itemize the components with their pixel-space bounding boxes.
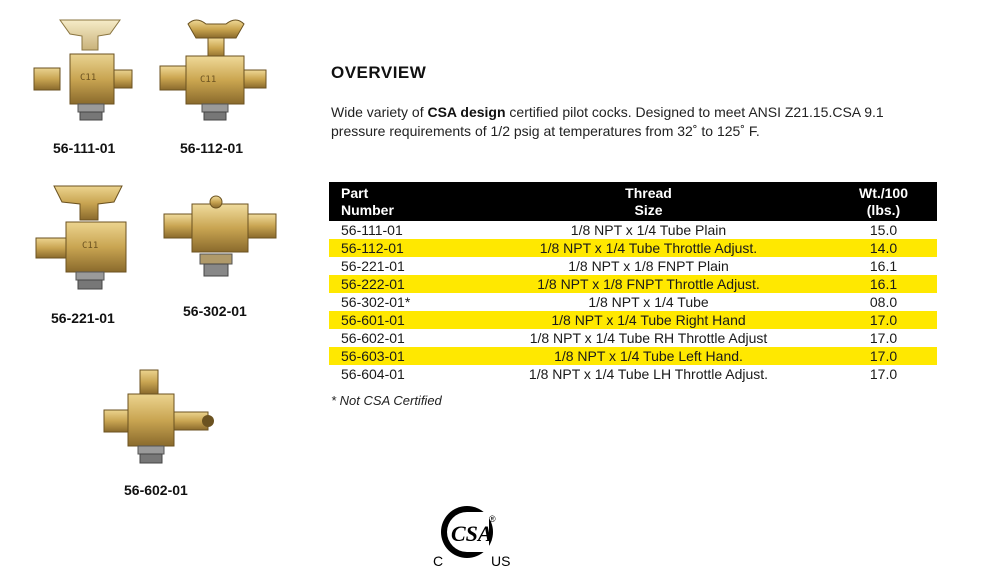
thread-size-cell: 1/8 NPT x 1/4 Tube LH Throttle Adjust. bbox=[528, 365, 769, 382]
product-56-112-01 bbox=[156, 14, 276, 126]
csa-logo-c: C bbox=[433, 553, 444, 569]
pilot-cock-angle-icon bbox=[100, 368, 220, 468]
table-row bbox=[329, 257, 937, 275]
part-number-cell: 56-601-01 bbox=[329, 311, 467, 329]
description-text: certified pilot cocks. Designed to meet ANSI Z21.15.CSA 9.1 pressure requirements of 1/2 psig at temperatures from 32˚ to 125˚ F. bbox=[331, 104, 884, 139]
product-label: 56-221-01 bbox=[51, 310, 115, 326]
spec-table bbox=[329, 182, 937, 383]
pilot-cock-tee-handle-icon bbox=[28, 14, 148, 126]
thread-size-cell: 1/8 NPT x 1/4 Tube bbox=[588, 293, 709, 310]
csa-logo-us: US bbox=[491, 553, 511, 569]
thread-size-cell: 1/8 NPT x 1/8 FNPT Plain bbox=[568, 257, 729, 274]
weight-cell: 15.0 bbox=[869, 221, 898, 238]
part-number-cell: 56-222-01 bbox=[329, 275, 467, 293]
product-56-221-01 bbox=[30, 180, 140, 300]
part-number-cell: 56-602-01 bbox=[341, 329, 405, 346]
thread-size-cell: 1/8 NPT x 1/4 Tube RH Throttle Adjust bbox=[529, 329, 768, 346]
product-label: 56-112-01 bbox=[180, 140, 244, 156]
weight-cell: 17.0 bbox=[869, 365, 898, 382]
part-number-cell: 56-302-01* bbox=[341, 293, 411, 310]
thread-size-cell: 1/8 NPT x 1/4 Tube Left Hand. bbox=[467, 347, 830, 365]
table-row bbox=[329, 311, 937, 329]
thread-size-cell: 1/8 NPT x 1/4 Tube Right Hand bbox=[467, 311, 830, 329]
product-label: 56-602-01 bbox=[124, 482, 188, 498]
svg-text:C11: C11 bbox=[80, 73, 97, 83]
pilot-cock-wing-handle-icon bbox=[156, 14, 276, 126]
weight-cell: 16.1 bbox=[830, 275, 937, 293]
table-row bbox=[329, 329, 937, 347]
weight-cell: 14.0 bbox=[830, 239, 937, 257]
csa-certification-logo-icon bbox=[425, 500, 525, 577]
part-number-cell: 56-604-01 bbox=[341, 365, 405, 382]
product-label: 56-111-01 bbox=[53, 140, 116, 156]
overview-heading: OVERVIEW bbox=[331, 63, 427, 82]
table-row bbox=[329, 239, 937, 257]
product-56-111-01 bbox=[28, 14, 148, 126]
weight-cell: 08.0 bbox=[869, 293, 898, 310]
thread-size-cell: 1/8 NPT x 1/8 FNPT Throttle Adjust. bbox=[467, 275, 830, 293]
thread-size-cell: 1/8 NPT x 1/4 Tube Plain bbox=[570, 221, 727, 238]
registered-mark: ® bbox=[489, 514, 496, 524]
description-text: Wide variety of bbox=[331, 104, 428, 120]
part-number-cell: 56-112-01 bbox=[329, 239, 467, 257]
table-row bbox=[329, 221, 937, 239]
table-row bbox=[329, 347, 937, 365]
part-number-cell: 56-111-01 bbox=[341, 221, 403, 238]
svg-text:C11: C11 bbox=[82, 241, 99, 251]
part-number-cell: 56-603-01 bbox=[329, 347, 467, 365]
table-header-row bbox=[329, 182, 937, 221]
table-row bbox=[329, 275, 937, 293]
csa-logo-letters: CSA bbox=[451, 521, 493, 546]
weight-cell: 16.1 bbox=[869, 257, 898, 274]
part-number-cell: 56-221-01 bbox=[341, 257, 405, 274]
thread-size-cell: 1/8 NPT x 1/4 Tube Throttle Adjust. bbox=[467, 239, 830, 257]
weight-cell: 17.0 bbox=[830, 347, 937, 365]
product-label: 56-302-01 bbox=[183, 303, 247, 319]
svg-text:C11: C11 bbox=[200, 75, 217, 85]
table-row bbox=[329, 365, 937, 383]
footnote: * Not CSA Certified bbox=[331, 393, 442, 408]
pilot-cock-tee-handle-icon bbox=[30, 180, 140, 300]
pilot-cock-nut-icon bbox=[160, 192, 280, 288]
header-thread-size: Thread Size bbox=[467, 182, 830, 221]
header-weight: Wt./100 (lbs.) bbox=[830, 182, 937, 221]
overview-description bbox=[331, 103, 941, 141]
description-bold: CSA design bbox=[427, 104, 506, 120]
product-56-602-01 bbox=[100, 368, 220, 468]
weight-cell: 17.0 bbox=[830, 311, 937, 329]
product-56-302-01 bbox=[160, 192, 280, 288]
table-row bbox=[329, 293, 937, 311]
header-part-number: Part Number bbox=[329, 182, 467, 221]
weight-cell: 17.0 bbox=[869, 329, 898, 346]
